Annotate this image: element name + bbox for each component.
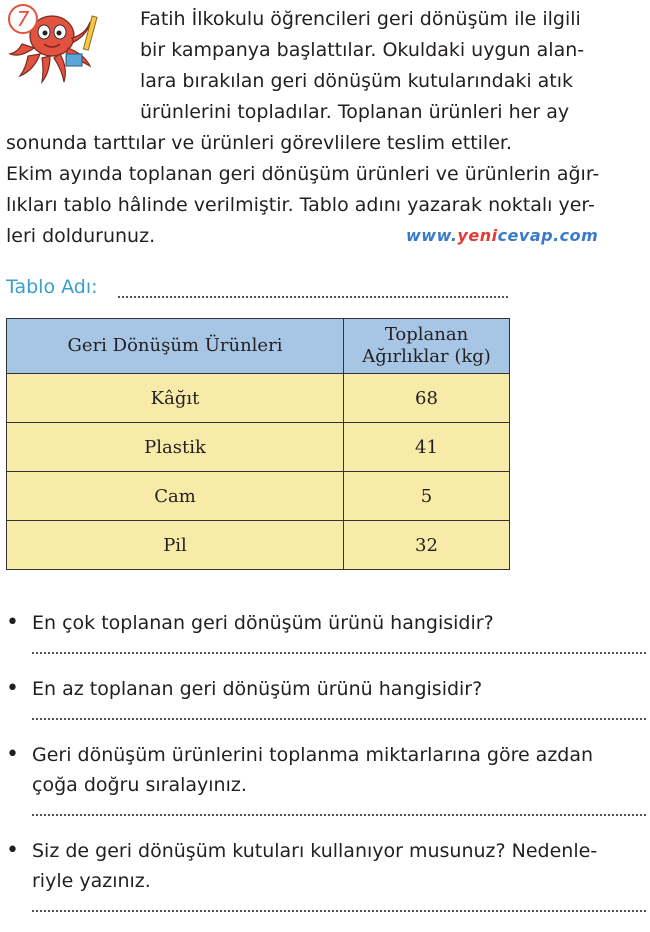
question-list [6,608,646,932]
column-header-items: Geri Dönüşüm Ürünleri [7,319,344,374]
question-item [6,674,646,720]
question-item [6,740,646,816]
intro-line: Fatih İlkokulu öğrencileri geri dönüşüm ile ilgili [140,8,581,30]
watermark: www.yenicevap.com [406,226,599,245]
question-text: • Geri dönüşüm ürünlerini toplanma miktarlarına göre azdan [32,744,594,766]
answer-line[interactable] [32,704,646,720]
answer-line[interactable] [32,800,646,816]
table-row [7,423,510,472]
intro-line: lara bırakılan geri dönüşüm kutularındaki atık [140,70,574,92]
question-text: riyle yazınız. [32,870,151,892]
question-text: • Siz de geri dönüşüm kutuları kullanıyor musunuz? Nedenle- [32,840,598,862]
item-cell: Plastik [7,423,344,472]
table-title-answer-line[interactable] [118,296,508,298]
weight-cell: 5 [344,472,510,521]
table-row [7,521,510,570]
intro-line: ürünlerini topladılar. Toplanan ürünleri her ay [140,101,570,123]
weight-cell: 32 [344,521,510,570]
table-header-row [7,319,510,374]
table-title-label: Tablo Adı: [6,276,98,298]
question-number-badge: 7 [8,4,38,34]
intro-line: sonunda tarttılar ve ürünleri görevlilere teslim ettiler. [6,132,513,154]
intro-line: Ekim ayında toplanan geri dönüşüm ürünleri ve ürünlerin ağır- [6,163,600,185]
answer-line[interactable] [32,896,646,912]
table-row [7,472,510,521]
item-cell: Cam [7,472,344,521]
column-header-weights: Toplanan Ağırlıklar (kg) [344,319,510,374]
intro-line: lıkları tablo hâlinde verilmiştir. Tablo adını yazarak noktalı yer- [6,194,595,216]
table-row [7,374,510,423]
question-item [6,836,646,912]
intro-line: bir kampanya başlattılar. Okuldaki uygun alan- [140,39,585,61]
weight-cell: 68 [344,374,510,423]
question-text: • En çok toplanan geri dönüşüm ürünü hangisidir? [32,612,494,634]
question-item [6,608,646,654]
answer-line[interactable] [32,638,646,654]
item-cell: Pil [7,521,344,570]
recycling-table [6,318,510,570]
intro-line: leri doldurunuz. [6,225,156,247]
intro-paragraph-top [140,4,620,128]
question-text: çoğa doğru sıralayınız. [32,774,247,796]
weight-cell: 41 [344,423,510,472]
question-text: • En az toplanan geri dönüşüm ürünü hangisidir? [32,678,483,700]
item-cell: Kâğıt [7,374,344,423]
